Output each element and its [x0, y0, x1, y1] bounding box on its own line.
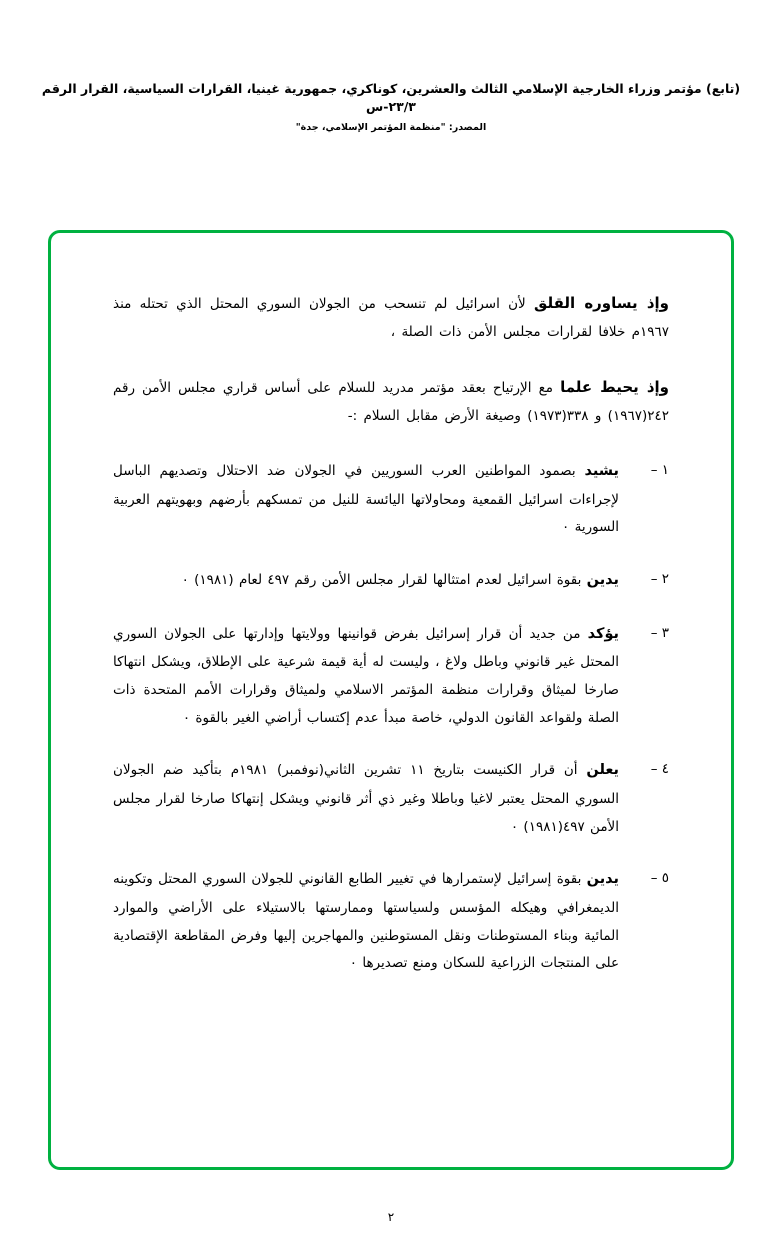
list-item-lead: يدين [586, 571, 619, 588]
preamble-paragraph-1 [113, 288, 669, 346]
list-item-number: ٣ – [650, 624, 669, 641]
page-number: ٢ [387, 1210, 395, 1224]
list-item-body [113, 566, 619, 596]
preamble-2-lead: وإذ يحيط علما [560, 378, 670, 397]
list-item [113, 457, 669, 542]
list-item-lead: يدين [586, 871, 619, 888]
list-item-body [113, 457, 619, 542]
preamble-2-text: مع الإرتياح بعقد مؤتمر مدريد للسلام على أساس قراري مجلس الأمن رقم ٢٤٢(١٩٦٧) و ٣٣٨(١٩٧٣) وصيغة الأرض مقابل السلام :- [113, 380, 669, 425]
preamble-1-text: لأن اسرائيل لم تنسحب من الجولان السوري المحتل الذي تحتله منذ ١٩٦٧م خلافا لقرارات مجلس الأمن ذات الصلة ، [113, 296, 669, 340]
list-item-lead: يشيد [584, 462, 619, 479]
list-item-text: بقوة إسرائيل لإستمرارها في تغيير الطابع القانوني للجولان السوري المحتل وتكوينه الديمغرافي وهيكله المؤسس ولسياستها وممارستها بالاستيلاء على الأراضي والموارد المائية وبناء المستوطنات ونقل المستوطنين والمهاجرين إليها وفرض المقاطعة الإقتصادية على المنتجات الزراعية للسكان ومنع تصديرها ٠ [113, 871, 619, 972]
header-title-line: (تابع) مؤتمر وزراء الخارجية الإسلامي الثالث والعشرين، كوناكري، جمهورية غينيا، القرارات السياسية، القرار الرقم ٢٣/٣-س [41, 81, 741, 114]
list-item-lead: يؤكد [587, 625, 619, 642]
list-item-body [113, 756, 619, 841]
list-item-body [113, 865, 619, 978]
list-item-body [113, 620, 619, 733]
resolution-list [113, 457, 669, 978]
list-item-number: ١ – [650, 461, 669, 478]
list-item-text: من جديد أن قرار إسرائيل بفرض قوانينها وولايتها وإدارتها على الجولان السوري المحتل غير قانوني وباطل ولاغ ، وليست له أية قيمة شرعية على الإطلاق، ويشكل انتهاكا صارخا لميثاق وقرارات منظمة المؤتمر الاسلامي ولميثاق وقرارات الأمم المتحدة ذات الصلة ولقواعد القانون الدولي، خاصة مبدأ عدم إكتساب أراضي الغير بالقوة ٠ [113, 625, 619, 726]
list-item-number: ٥ – [650, 870, 669, 887]
list-item [113, 756, 669, 841]
document-page [0, 80, 782, 1252]
page-footer [0, 1210, 782, 1224]
list-item-text: بقوة اسرائيل لعدم امتثالها لقرار مجلس الأمن رقم ٤٩٧ لعام (١٩٨١) ٠ [181, 571, 587, 588]
document-header [0, 80, 782, 133]
list-item-lead: يعلن [586, 762, 620, 779]
list-item-text: بصمود المواطنين العرب السوريين في الجولان ضد الاحتلال وتصديهم الباسل لإجراءات اسرائيل القمعية ومحاولاتها اليائسة للنيل من تمسكهم بأرضهم وبهويتهم العربية السورية ٠ [113, 462, 619, 536]
list-item-number: ٤ – [650, 761, 669, 778]
list-item [113, 620, 669, 733]
content-body [51, 233, 731, 1032]
content-frame [48, 230, 734, 1170]
preamble-paragraph-2 [113, 372, 669, 430]
list-item [113, 566, 669, 596]
list-item-number: ٢ – [650, 570, 669, 587]
list-item [113, 865, 669, 978]
list-item-text: أن قرار الكنيست بتاريخ ١١ تشرين الثاني(نوفمبر) ١٩٨١م بتأكيد ضم الجولان السوري المحتل يعتبر لاغيا وباطلا وغير ذي أثر قانوني ويشكل إنتهاكا صارخا لقرار مجلس الأمن ٤٩٧(١٩٨١) ٠ [113, 762, 619, 835]
header-source-line: المصدر: "منظمة المؤتمر الإسلامي، جدة" [295, 122, 487, 133]
preamble-1-lead: وإذ يساوره القلق [533, 294, 669, 312]
